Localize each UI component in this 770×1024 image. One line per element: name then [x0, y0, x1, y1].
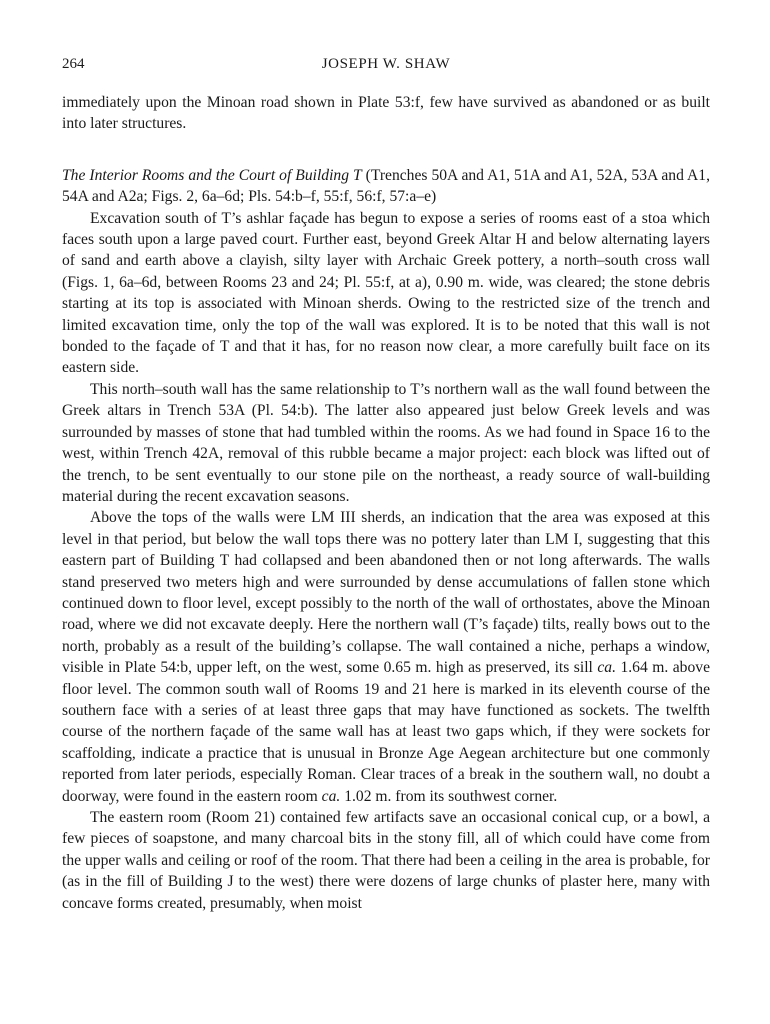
section-references: (Trenches 50A and A1, 51A and A1, 52A, 53A and A1, 54A and A2a; Figs. 2, 6a–6d; Pls. 54:b–f, 55:f, 56:f, 57:a–e) [62, 166, 710, 206]
running-head-author: JOSEPH W. SHAW [321, 56, 451, 72]
body-text [62, 92, 710, 914]
section-heading [62, 165, 710, 208]
circa-abbreviation: ca. [321, 787, 341, 805]
section-title: The Interior Rooms and the Court of Building T [62, 166, 362, 184]
paragraph-continuation: immediately upon the Minoan road shown in Plate 53:f, few have survived as abandoned or as built into later structures. [62, 94, 710, 133]
paragraph: Excavation south of T’s ashlar façade has begun to expose a series of rooms east of a stoa which faces south upon a large paved court. Further east, beyond Greek Altar H and below alternating layers of sand and earth above a clayish, silty layer with Archaic Greek pottery, a north–south cross wall (Figs. 1, 6a–6d, between Rooms 23 and 24; Pl. 55:f, at a), 0.90 m. wide, was cleared; the stone debris starting at its top is associated with Minoan sherds. Owing to the restricted size of the trench and limited excavation time, only the top of the wall was explored. It is to be noted that this wall is not bonded to the façade of T and that it has, for no reason now clear, a more carefully built face on its eastern side. [62, 209, 710, 377]
paragraph-text: 1.02 m. from its southwest corner. [340, 787, 558, 805]
circa-abbreviation: ca. [597, 659, 616, 677]
page-number: 264 [62, 56, 85, 72]
running-head [62, 56, 710, 78]
paragraph-text: 1.64 m. above floor level. The common south wall of Rooms 19 and 21 here is marked in its eleventh course of the southern face with a series of at least three gaps that may have functioned as sockets. The twelfth course of the northern façade of the same wall has at least two gaps which, if they were sockets for scaffolding, indicate a practice that is unusual in Bronze Age Aegean architecture but one commonly reported from later periods, especially Roman. Clear traces of a break in the southern wall, no doubt a doorway, were found in the eastern room [62, 659, 710, 805]
page [62, 56, 710, 914]
paragraph-text: Above the tops of the walls were LM III sherds, an indication that the area was exposed at this level in that period, but below the wall tops there was no pottery later than LM I, suggesting that this eastern part of Building T had collapsed and been abandoned then or not long afterwards. The walls stand preserved two meters high and were surrounded by dense accumulations of fallen stone which continued down to floor level, except possibly to the north of the wall of orthostates, above the Minoan road, where we did not excavate deeply. Here the northern wall (T’s façade) tilts, really bows out to the north, probably as a result of the building’s collapse. The wall contained a niche, perhaps a window, visible in Plate 54:b, upper left, on the west, some 0.65 m. high as preserved, its sill [62, 509, 710, 677]
paragraph: This north–south wall has the same relationship to T’s northern wall as the wall found between the Greek altars in Trench 53A (Pl. 54:b). The latter also appeared just below Greek levels and was surrounded by masses of stone that had tumbled within the rooms. As we had found in Space 16 to the west, within Trench 42A, removal of this rubble became a major project: each block was lifted out of the trench, to be sent eventually to our stone pile on the northeast, a ready source of wall-building material during the recent excavation seasons. [62, 380, 710, 505]
paragraph: The eastern room (Room 21) contained few artifacts save an occasional conical cup, or a bowl, a few pieces of soapstone, and many charcoal bits in the stony fill, all of which could have come from the upper walls and ceiling or roof of the room. That there had been a ceiling in the area is probable, for (as in the fill of Building J to the west) there were dozens of large chunks of plaster here, many with concave forms created, presumably, when moist [62, 809, 710, 912]
paragraph [62, 507, 710, 807]
